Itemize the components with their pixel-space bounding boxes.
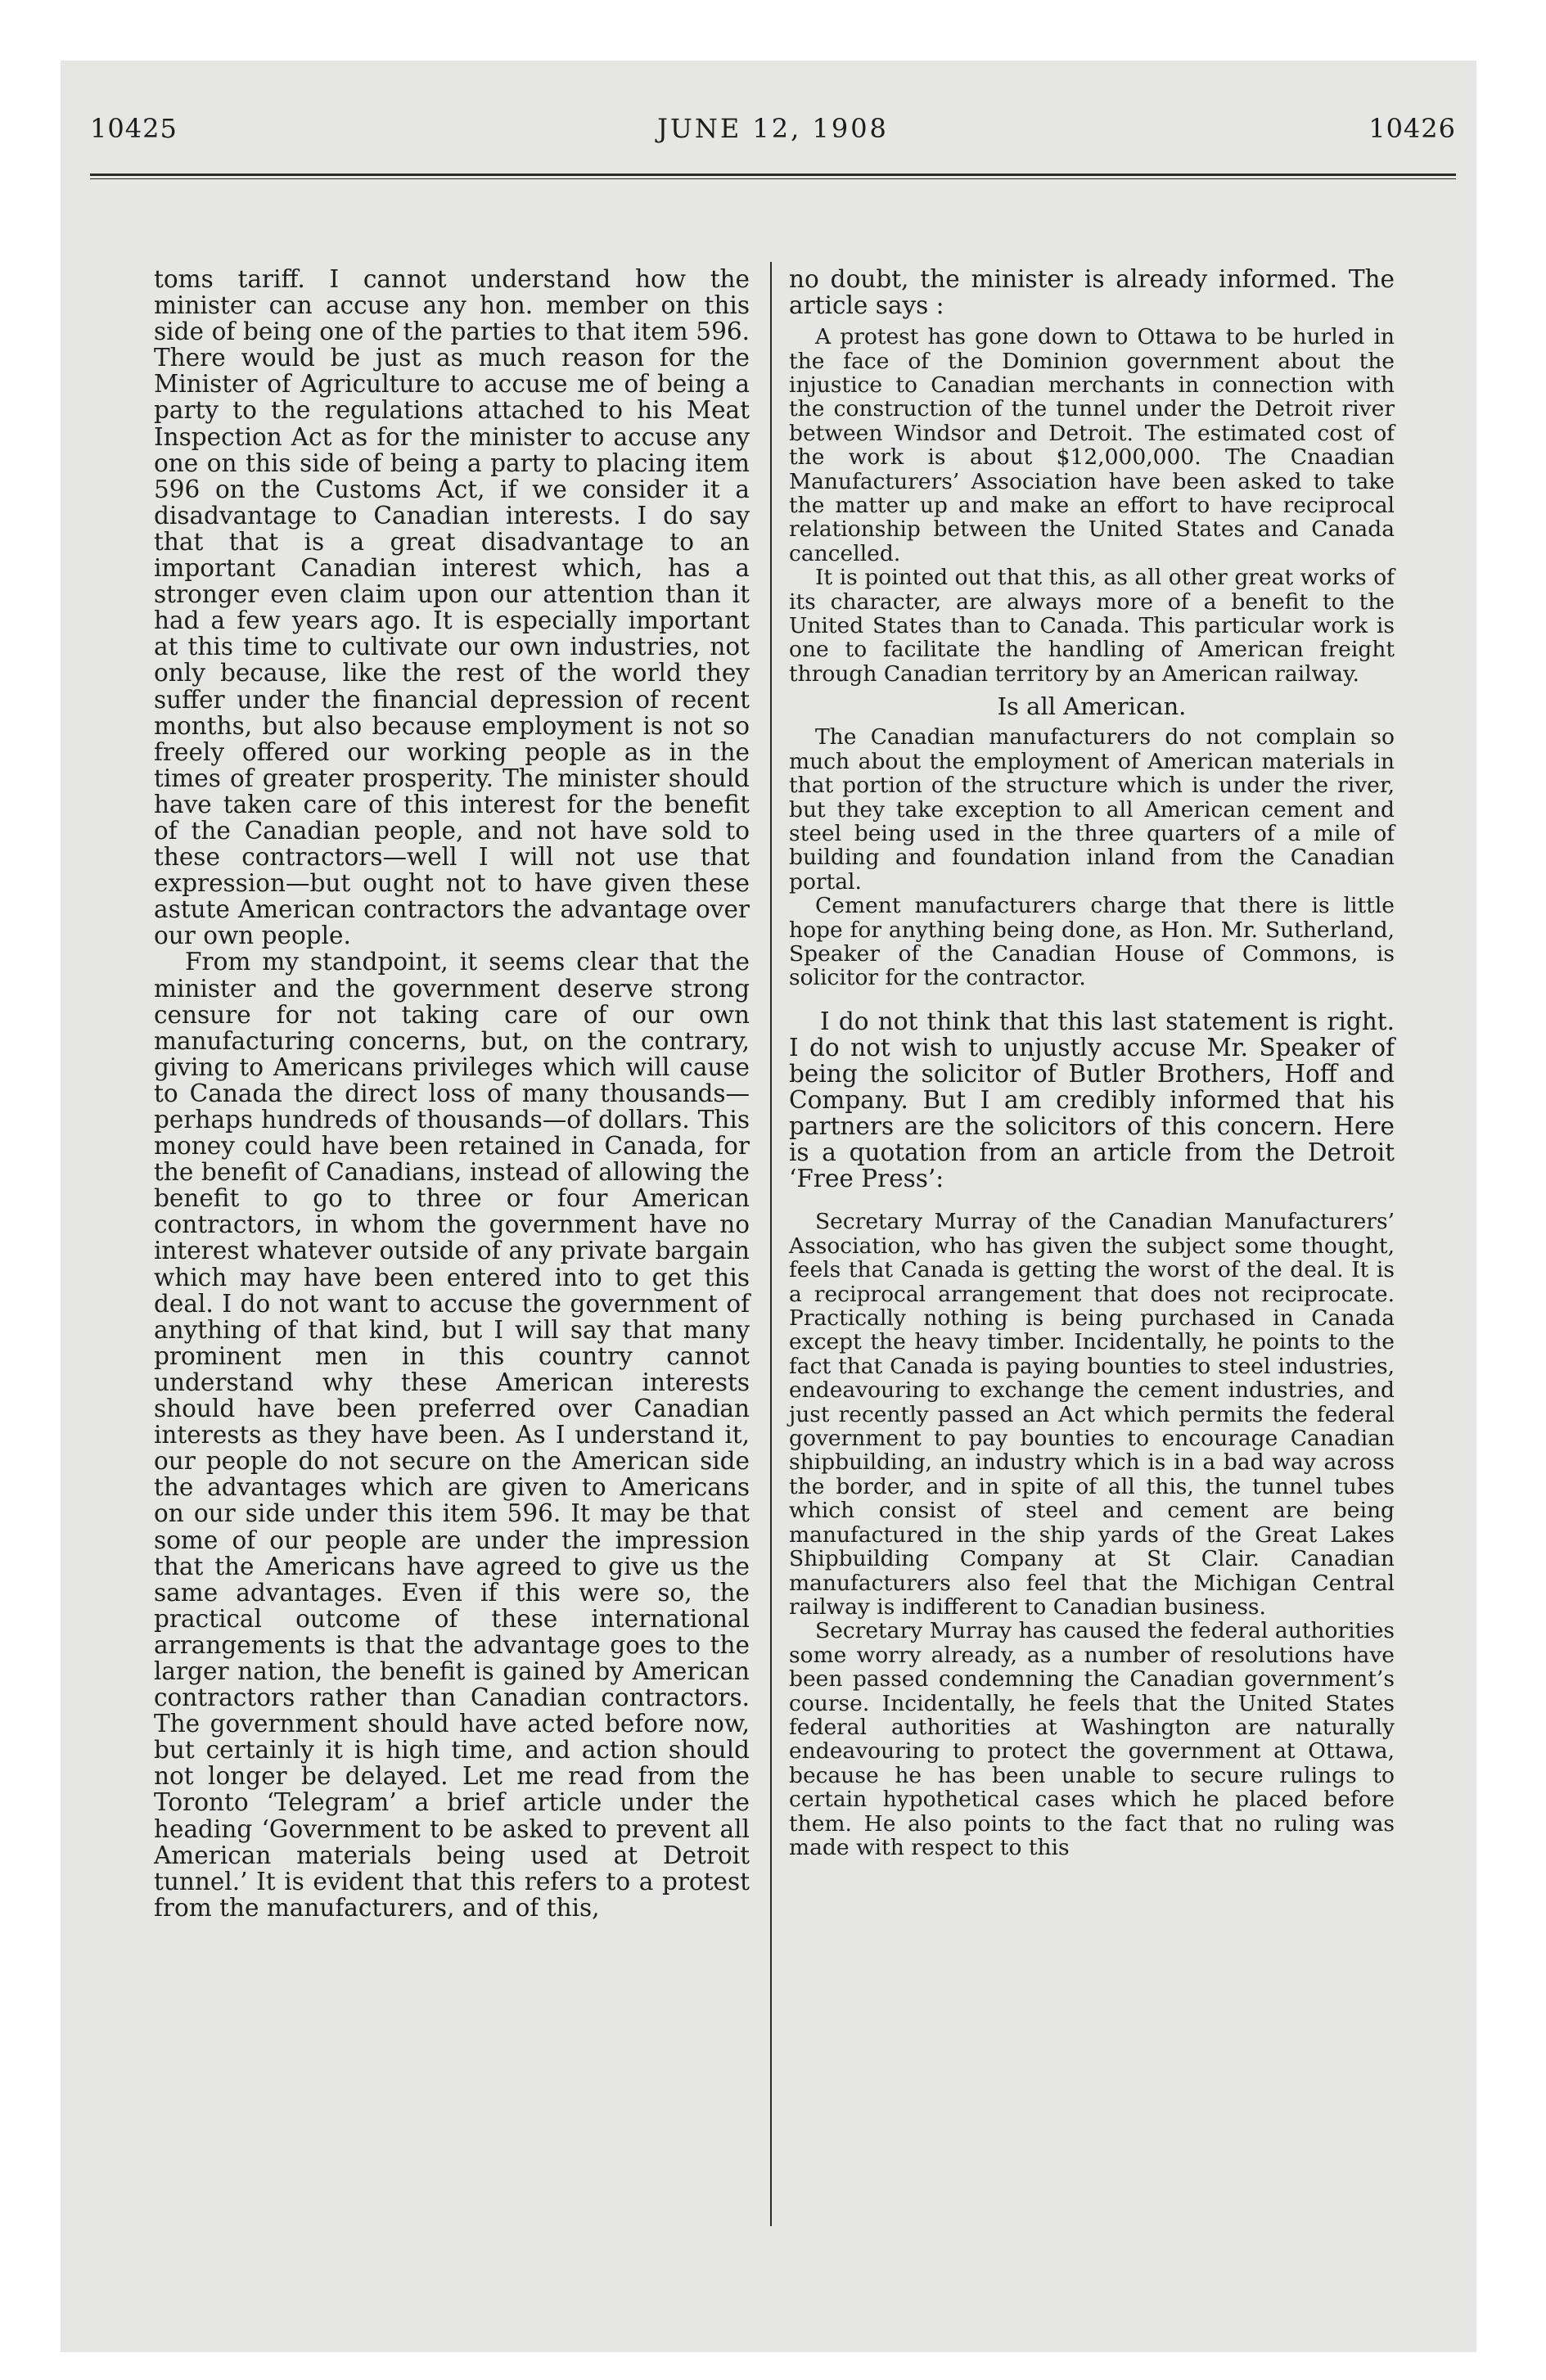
quote-paragraph-2: It is pointed out that this, as all other great works of its character, are always more of a benefit to the United States than to Canada. This particular work is one to facilitate the handling of American freight through Canadian territory by an American railway. [789,565,1395,687]
speech-paragraph: I do not think that this last statement is right. I do not wish to unjustly accuse Mr. Speaker of being the solicitor of Butler Brothers, Hoff and Company. But I am credibly informed that his partners are the solicitors of this concern. Here is a quotation from an article from the Detroit ‘Free Press’: [789,1007,1395,1193]
quote-paragraph-6: Secretary Murray has caused the federal authorities some worry already, as a number of resolutions have been passed condemning the Canadian government’s course. Incidentally, he feels that the United States federal authorities at Washington are naturally endeavouring to protect the government at Ottawa, because he has been unable to secure rulings to certain hypothetical cases which he placed before them. He also points to the fact that no ruling was made with respect to this [789,1618,1395,1860]
left-page-number: 10425 [90,113,178,144]
quote-subheading: Is all American. [997,692,1187,721]
page-header [90,113,1456,154]
column-divider [770,262,772,2226]
quote-paragraph-5: Secretary Murray of the Canadian Manufacturers’ Association, who has given the subject some thought, feels that Canada is getting the worst of the deal. It is a reciprocal arrangement that does not reciprocate. Practically nothing is being purchased in Canada except the heavy timber. Incidentally, he points to the fact that Canada is paying bounties to steel industries, endeavouring to exchange the cement industries, and just recently passed an Act which permits the federal government to pay bounties to encourage Canadian shipbuilding, an industry which is in a bad way across the border, and in spite of all this, the tunnel tubes which consist of steel and cement are being manufactured in the ship yards of the Great Lakes Shipbuilding Company at St Clair. Canadian manufacturers also feel that the Michigan Central railway is indifferent to Canadian business. [789,1209,1395,1620]
right-page-number: 10426 [1368,113,1456,144]
quote-paragraph-4: Cement manufacturers charge that there is little hope for anything being done, as Hon. Mr. Sutherland, Speaker of the Canadian House of Commons, is solicitor for the contractor. [789,893,1395,991]
right-column [789,266,1395,1859]
left-paragraph-2: From my standpoint, it seems clear that the minister and the government deserve strong censure for not taking care of our own manufacturing concerns, but, on the contrary, giving to Americans privileges which will cause to Canada the direct loss of many thousands—perhaps hundreds of thousands—of dollars. This money could have been retained in Canada, for the benefit of Canadians, instead of allowing the benefit to go to three or four American contractors, in whom the government have no interest whatever outside of any private bargain which may have been entered into to get this deal. I do not want to accuse the government of anything of that kind, but I will say that many prominent men in this country cannot understand why these American interests should have been preferred over Canadian interests as they have been. As I understand it, our people do not secure on the American side the advantages which are given to Americans on our side under this item 596. It may be that some of our people are under the impression that the Americans have agreed to give us the same advantages. Even if this were so, the practical outcome of these international arrangements is that the advantage goes to the larger nation, the benefit is gained by American contractors rather than Canadian contractors. The government should have acted before now, but certainly it is high time, and action should not longer be delayed. Let me read from the Toronto ‘Telegram’ a brief article under the heading ‘Government to be asked to prevent all American materials being used at Detroit tunnel.’ It is evident that this refers to a protest from the manufacturers, and of this, [154,948,750,1922]
header-date: JUNE 12, 1908 [657,113,889,144]
header-rule [90,174,1456,179]
right-intro: no doubt, the minister is already informed. The article says : [789,265,1395,320]
quote-paragraph-3: The Canadian manufacturers do not complain so much about the employment of American materials in that portion of the structure which is under the river, but they take exception to all American cement and steel being used in the three quarters of a mile of building and foundation inland from the Canadian portal. [789,724,1395,895]
quote-paragraph-1: A protest has gone down to Ottawa to be hurled in the face of the Dominion government about the injustice to Canadian merchants in connection with the construction of the tunnel under the Detroit river between Windsor and Detroit. The estimated cost of the work is about $12,000,000. The Cnaadian Manufacturers’ Association have been asked to take the matter up and make an effort to have reciprocal relationship between the United States and Canada cancelled. [789,324,1395,566]
left-paragraph-1: toms tariff. I cannot understand how the minister can accuse any hon. member on this side of being one of the parties to that item 596. There would be just as much reason for the Minister of Agriculture to accuse me of being a party to the regulations attached to his Meat Inspection Act as for the minister to accuse any one on this side of being a party to placing item 596 on the Customs Act, if we consider it a disadvantage to Canadian interests. I do say that that is a great disadvantage to an important Canadian interest which, has a stronger even claim upon our attention than it had a few years ago. It is especially important at this time to cultivate our own industries, not only because, like the rest of the world they suffer under the financial depression of recent months, but also because employment is not so freely offered our working people as in the times of greater prosperity. The minister should have taken care of this interest for the benefit of the Canadian people, and not have sold to these contractors—well I will not use that expression—but ought not to have given these astute American contractors the advantage over our own people. [154,265,750,950]
left-column [154,266,750,1921]
